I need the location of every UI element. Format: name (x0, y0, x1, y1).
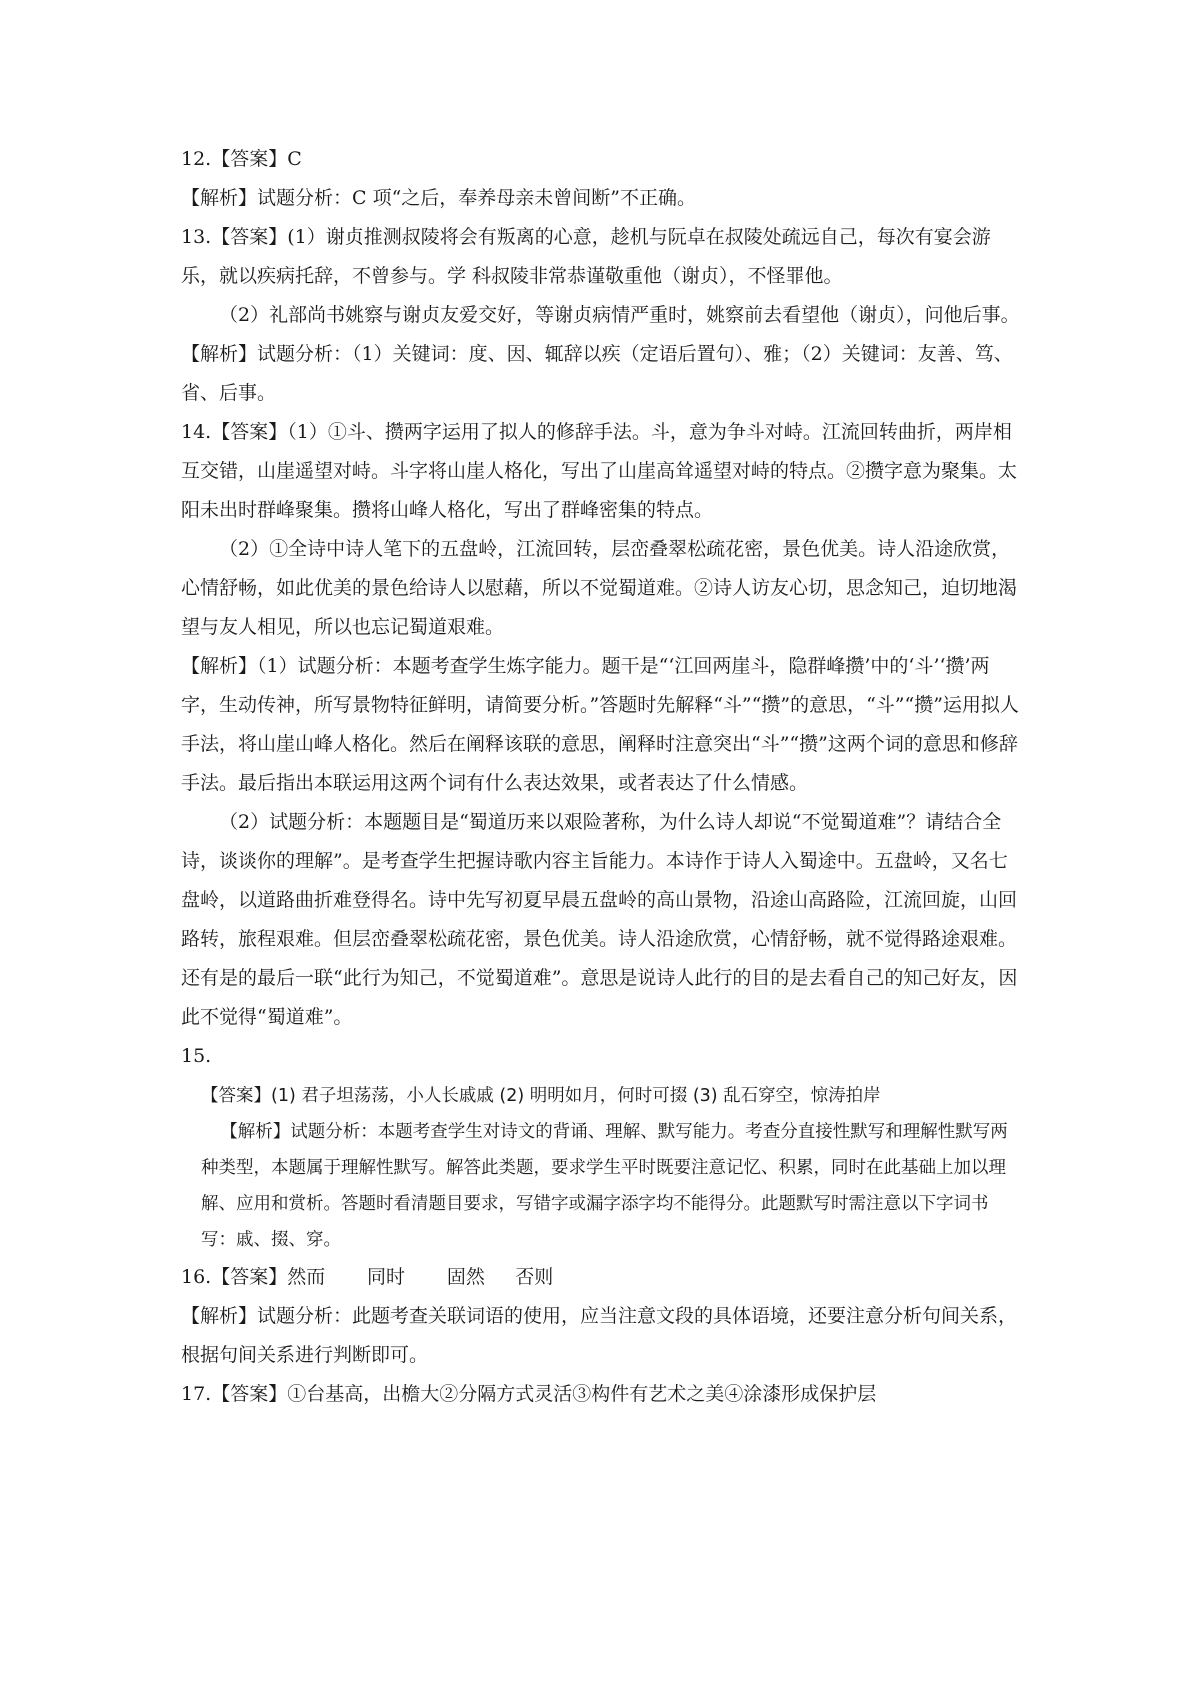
item-17-answer (181, 1375, 1026, 1414)
item-number: 17. (181, 1383, 212, 1405)
answer-tag: 【答案】 (211, 1383, 288, 1405)
answer-text: (1) 君子坦荡荡，小人长戚戚 (2) 明明如月，何时可掇 (3) 乱石穿空，惊涛拍岸 (271, 1086, 881, 1106)
item-15-block (181, 1078, 1026, 1258)
analysis-text: （1）试题分析：本题考查学生炼字能力。题干是“‘江回两崖斗，隐群峰攒’中的‘斗’‘攒’两字，生动传神，所写景物特征鲜明，请简要分析。”答题时先解释“斗”“攒”的意思，“斗”“攒”运用拟人手法，将山崖山峰人格化。然后在阐释该联的意思，阐释时注意突出“斗”“攒”这两个词的意思和修辞手法。最后指出本联运用这两个词有什么表达效果，或者表达了什么情感。 (181, 655, 1019, 794)
analysis-tag: 【解析】 (181, 1305, 258, 1327)
answer-word: 同时 (367, 1266, 406, 1288)
item-14-analysis-part2: （2）试题分析：本题题目是“蜀道历来以艰险著称，为什么诗人却说“不觉蜀道难”？请结合全诗，谈谈你的理解”。是考查学生把握诗歌内容主旨能力。本诗作于诗人入蜀途中。五盘岭，又名七盘岭，以道路曲折难登得名。诗中先写初夏早晨五盘岭的高山景物，沿途山高路险，江流回旋，山回路转，旅程艰难。但层峦叠翠松疏花密，景色优美。诗人沿途欣赏，心情舒畅，就不觉得路途艰难。还有是的最后一联“此行为知己，不觉蜀道难”。意思是说诗人此行的目的是去看自己的知己好友，因此不觉得“蜀道难”。 (181, 811, 1018, 1028)
answer-tag: 【答案】 (211, 421, 288, 443)
answer-tag: 【答案】 (211, 226, 288, 248)
analysis-tag: 【解析】 (181, 187, 258, 209)
item-number: 16. (181, 1266, 212, 1288)
analysis-text: 试题分析：（1）关键词：度、因、辄辞以疾（定语后置句）、雅；（2）关键词：友善、笃、省、后事。 (181, 343, 1013, 404)
answer-tag: 【答案】 (211, 148, 288, 170)
item-12-analysis (181, 179, 1026, 218)
item-15-analysis (201, 1114, 1016, 1258)
analysis-text: 试题分析：C 项“之后，奉养母亲未曾间断”不正确。 (257, 187, 697, 209)
answer-word: 固然 (446, 1266, 485, 1288)
answer-text: (1）谢贞推测叔陵将会有叛离的心意，趁机与阮卓在叔陵处疏远自己，每次有宴会游乐，就以疾病托辞，不曾参与。学 科叔陵非常恭谨敬重他（谢贞），不怪罪他。 (181, 226, 991, 287)
analysis-tag: 【解析】 (181, 655, 258, 677)
answer-word: 然而 (287, 1266, 326, 1288)
item-16-answer (181, 1258, 1026, 1297)
item-15-number: 15. (181, 1045, 212, 1067)
answer-word: 否则 (515, 1266, 554, 1288)
answer-text: ①台基高，出檐大②分隔方式灵活③构件有艺术之美④涂漆形成保护层 (287, 1383, 877, 1405)
item-13-answer (181, 218, 1026, 296)
item-number: 14. (181, 421, 212, 443)
answer-tag: 【答案】 (201, 1086, 271, 1106)
answer-text: C (287, 148, 302, 170)
analysis-text: 试题分析：本题考查学生对诗文的背诵、理解、默写能力。考查分直接性默写和理解性默写两种类型，本题属于理解性默写。解答此类题，要求学生平时既要注意记忆、积累，同时在此基础上加以理解、应用和赏析。答题时看清题目要求，写错字或漏字添字均不能得分。此题默写时需注意以下字词书写：戚、掇、穿。 (201, 1122, 1008, 1250)
item-12-answer (181, 140, 1026, 179)
item-13-answer-part2: （2）礼部尚书姚察与谢贞友爱交好，等谢贞病情严重时，姚察前去看望他（谢贞），问他后事。 (219, 304, 1020, 326)
item-number: 13. (181, 226, 212, 248)
answer-text: （1）①斗、攒两字运用了拟人的修辞手法。斗，意为争斗对峙。江流回转曲折，两岸相互交错，山崖遥望对峙。斗字将山崖人格化，写出了山崖高耸遥望对峙的特点。②攒字意为聚集。太阳未出时群峰聚集。攒将山峰人格化，写出了群峰密集的特点。 (181, 421, 1018, 521)
answer-key-content (181, 140, 1026, 1414)
analysis-text: 试题分析：此题考查关联词语的使用，应当注意文段的具体语境，还要注意分析句间关系，根据句间关系进行判断即可。 (181, 1305, 1018, 1366)
item-number: 12. (181, 148, 212, 170)
item-14-answer-part2: （2）①全诗中诗人笔下的五盘岭，江流回转，层峦叠翠松疏花密，景色优美。诗人沿途欣赏，心情舒畅，如此优美的景色给诗人以慰藉，所以不觉蜀道难。②诗人访友心切，思念知己，迫切地渴望与友人相见，所以也忘记蜀道艰难。 (181, 538, 1018, 638)
analysis-tag: 【解析】 (181, 343, 258, 365)
item-14-answer (181, 413, 1026, 530)
item-16-analysis (181, 1297, 1026, 1375)
answer-tag: 【答案】 (211, 1266, 288, 1288)
item-14-analysis (181, 647, 1026, 803)
item-15-answer (201, 1078, 1016, 1114)
analysis-tag: 【解析】 (220, 1122, 291, 1142)
item-13-analysis (181, 335, 1026, 413)
